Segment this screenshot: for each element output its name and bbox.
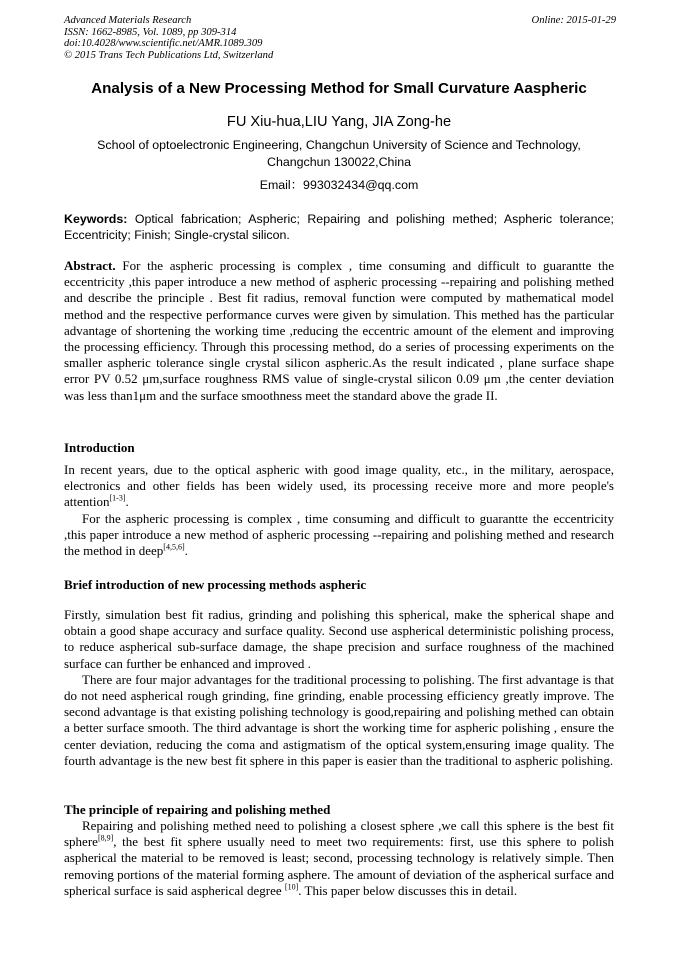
principle-paragraph-1 — [64, 818, 614, 899]
keywords — [64, 211, 614, 243]
introduction-p2-text: For the aspheric processing is complex , time consuming and difficult to guarantte the eccentricity ,this paper introduce a new method of aspheric processing --repairing and polishing methed and research the method in deep — [64, 510, 614, 559]
citation-ref: [4,5,6] — [163, 542, 185, 552]
paper-title: Analysis of a New Processing Method for Small Curvature Aaspheric — [91, 80, 587, 97]
author-email: Email：993032434@qq.com — [259, 178, 419, 192]
keywords-text: Optical fabrication; Aspheric; Repairing and polishing methed; Aspheric tolerance; Eccentricity; Finish; Single-crystal silicon. — [64, 212, 614, 242]
abstract-text: For the aspheric processing is complex , time consuming and difficult to guarantte the eccentricity ,this paper introduce a new method of aspheric processing --repairing and polishing methed and describe the principle . Best fit radius, removal function were computed by mathematical model method and the respective performance curves were given by simulation. This methed has the particular advantage of shortening the working time ,reducing the eccentric amount of the element and improving the processing efficiency. Through this processing method, do a series of processing experiments on the smaller aspheric tolerance single crystal silicon aspheric.As the result indicated , plane surface shape error PV 0.52 μm,surface roughness RMS value of single-crystal silicon 0.09 μm ,the center deviation was less than1μm and the surface smoothness meet the standard above the grade II. — [64, 258, 614, 403]
affiliation-line-2: Changchun 130022,China — [267, 155, 411, 169]
issn-line: ISSN: 1662-8985, Vol. 1089, pp 309-314 — [64, 26, 237, 38]
introduction-paragraph-2 — [64, 511, 614, 560]
introduction-p2-end: . — [184, 543, 188, 559]
keywords-label: Keywords: — [64, 212, 128, 226]
affiliation-line-1: School of optoelectronic Engineering, Changchun University of Science and Technology, — [97, 138, 581, 152]
brief-paragraph-1: Firstly, simulation best fit radius, grinding and polishing this spherical, make the spherical shape and obtain a good shape accuracy and surface quality. Second use aspherical deterministic polishing process, to reduce aspherical sub-surface damage, the shape precision and surface roughness of the machined surface can further be enhanced and improved . — [64, 607, 614, 671]
doi-line: doi:10.4028/www.scientific.net/AMR.1089.309 — [64, 38, 263, 50]
citation-ref: [1-3] — [109, 494, 126, 504]
introduction-p1-text: In recent years, due to the optical aspheric with good image quality, etc., in the military, aerospace, electronics and other fields has been widely used, its processing receive more and more people's attention — [64, 462, 614, 510]
online-date: Online: 2015-01-29 — [531, 15, 616, 26]
principle-heading: The principle of repairing and polishing methed — [64, 802, 331, 817]
introduction-heading: Introduction — [64, 440, 135, 455]
introduction-p1-end: . — [125, 494, 129, 510]
brief-paragraph-2: There are four major advantages for the traditional processing to polishing. The first advantage is that do not need aspherical rough grinding, fine grinding, enable processing efficiency greatly improve. The second advantage is that existing polishing technology is good,repairing and polishing methed can obtain a better surface smooth. The third advantage is short the working time for aspheric polishing , ensure the center deviation, reducing the coma and astigmatism of the optical system,ensuring image quality. The fourth advantage is the new best fit sphere in this paper is easier than the traditional to aspheric polishing. — [64, 671, 614, 768]
introduction-paragraph-1 — [64, 462, 614, 511]
abstract-label: Abstract. — [64, 258, 116, 273]
abstract — [64, 258, 614, 404]
journal-header — [64, 15, 616, 61]
affiliation — [80, 137, 598, 171]
journal-name: Advanced Materials Research — [64, 15, 192, 26]
brief-body — [64, 607, 614, 769]
principle-p1-text-a: Repairing and polishing methed need to polishing a closest sphere ,we call this sphere is the best fit sphere — [64, 818, 614, 850]
citation-ref: [10] — [284, 882, 299, 892]
citation-ref: [8,9] — [97, 833, 114, 843]
principle-p1-text-c: . This paper below discusses this in detail. — [298, 882, 518, 898]
principle-body — [64, 818, 614, 899]
copyright-line: © 2015 Trans Tech Publications Ltd, Switzerland — [64, 49, 274, 61]
paper-authors: FU Xiu-hua,LIU Yang, JIA Zong-he — [226, 114, 452, 130]
introduction-body — [64, 462, 614, 559]
brief-heading: Brief introduction of new processing methods aspheric — [64, 577, 367, 592]
principle-p1-text-b: , the best fit sphere usually need to meet two requirements: first, use this sphere to polish aspherical the material to be removed is least; second, processing technology is relatively simple. Then removing portions of the material forming asphere. The amount of deviation of the aspherical surface and spherical surface is said aspherical degree — [64, 834, 614, 898]
